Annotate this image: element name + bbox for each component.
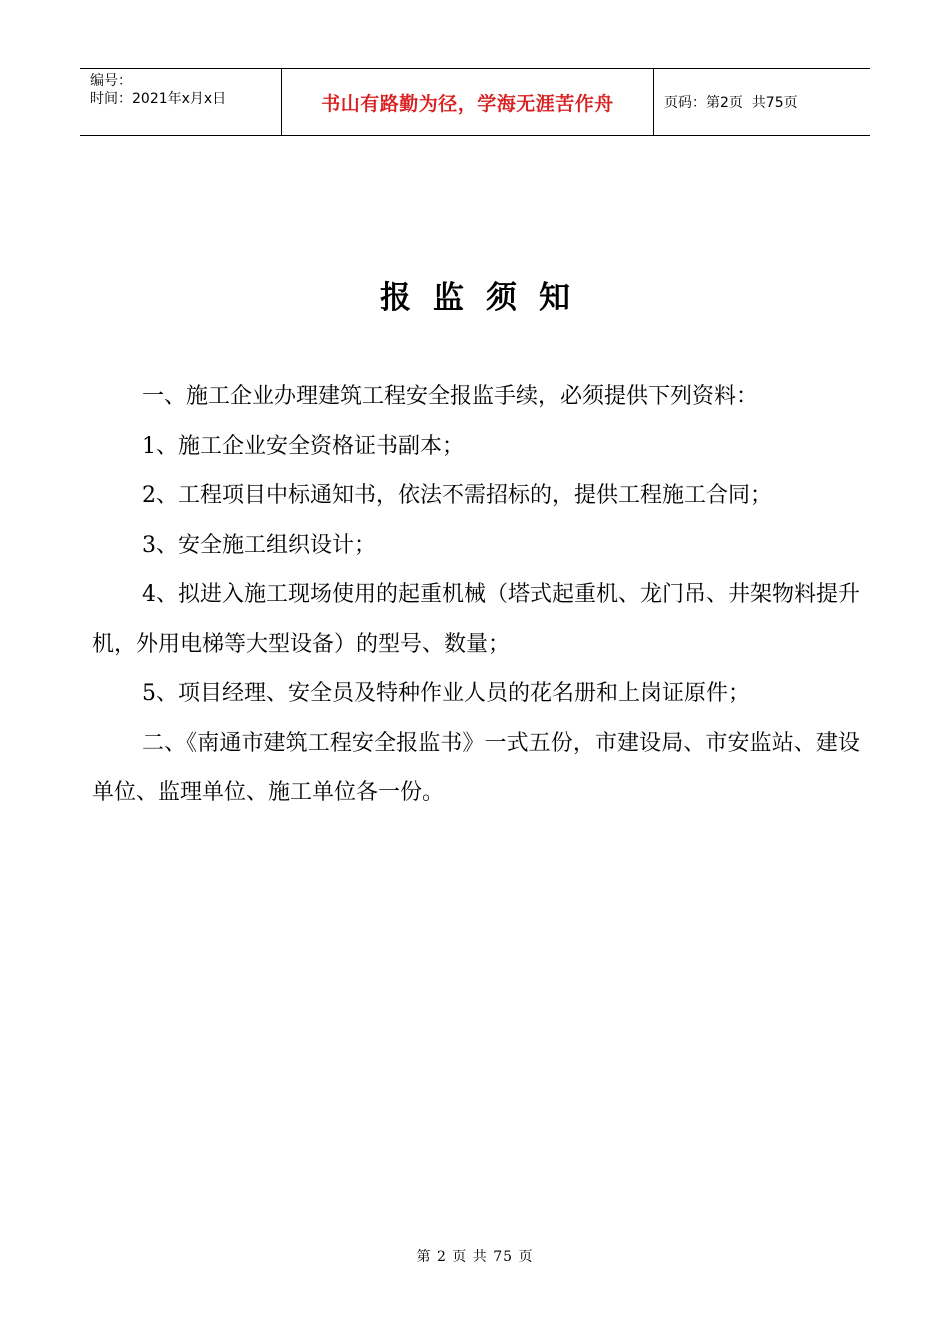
serial-number-label: 编号：	[90, 73, 132, 89]
paragraph-item-4: 4、拟进入施工现场使用的起重机械（塔式起重机、龙门吊、井架物料提升机，外用电梯等大型设备）的型号、数量；	[92, 582, 860, 657]
paragraph-item-1: 1、施工企业安全资格证书副本；	[142, 433, 464, 459]
paragraph-item-3: 3、安全施工组织设计；	[142, 532, 376, 558]
footer-page-number: 第 2 页 共 75 页	[416, 1249, 534, 1265]
paragraph-requirements-intro: 一、施工企业办理建筑工程安全报监手续，必须提供下列资料：	[142, 384, 759, 409]
page-header	[80, 68, 870, 136]
date-label: 时间：2021年x月x日	[90, 91, 227, 107]
paragraph-copies: 二、《南通市建筑工程安全报监书》一式五份，市建设局、市安监站、建设单位、监理单位、施工单位各一份。	[92, 730, 860, 805]
header-meta	[80, 69, 281, 135]
paragraph-item-2: 2、工程项目中标通知书，依法不需招标的，提供工程施工合同；	[142, 483, 772, 508]
document-body	[92, 372, 860, 818]
header-motto: 书山有路勤为径，学海无涯苦作舟	[281, 69, 654, 135]
page-footer	[0, 1246, 950, 1266]
header-page-info	[654, 69, 870, 135]
document-title: 报监须知	[380, 280, 592, 316]
header-page-number: 页码：第2页 共75页	[664, 95, 798, 111]
paragraph-item-5: 5、项目经理、安全员及特种作业人员的花名册和上岗证原件；	[142, 681, 750, 706]
